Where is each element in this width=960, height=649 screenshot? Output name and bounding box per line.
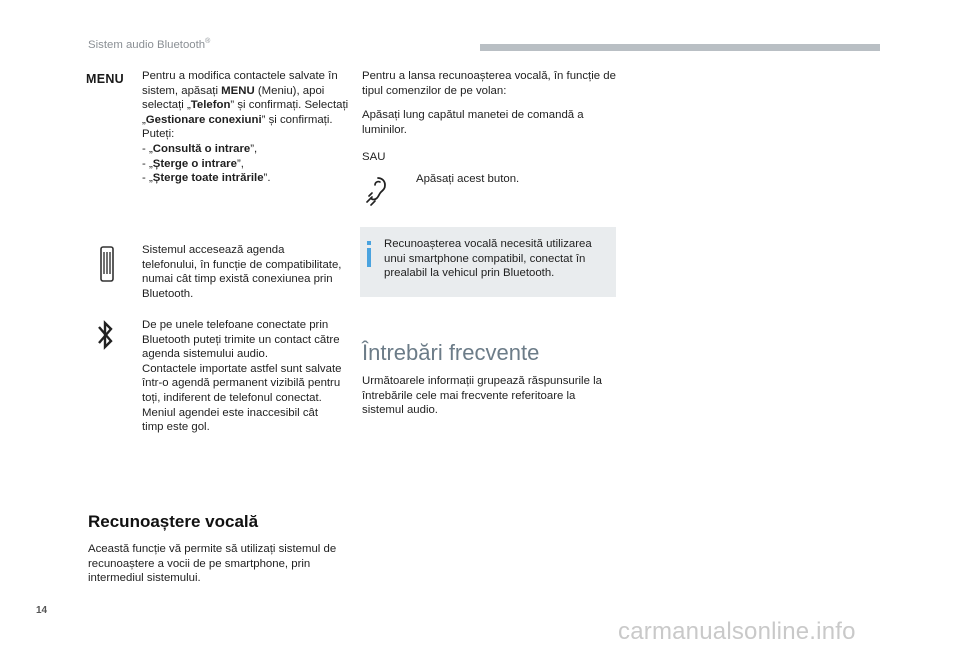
info-icon <box>366 241 372 267</box>
launch-voice-text: Pentru a lansa recunoașterea vocală, în funcție de tipul comenzilor de pe volan: <box>362 70 616 97</box>
voice-command-button-icon <box>366 174 396 206</box>
faq-intro: Următoarele informații grupează răspunsurile la întrebările cele mai frecvente referitoare la sistemul audio. <box>362 375 602 417</box>
or-separator: SAU <box>362 151 386 163</box>
menu-button-label: MENU <box>86 72 125 86</box>
option-item: - „Consultă o intrare”, <box>142 142 258 155</box>
bluetooth-contacts-note: De pe unele telefoane conectate prin Bluetooth puteți trimite un contact către agenda sistemului audio. Contactele importate astfel sunt salvate într-o agendă permanent vizibilă pentru toți, indiferent de telefonul conectat. Meniul agendei este inaccesibil cât timp este gol. <box>142 319 342 434</box>
page-header-title: Sistem audio Bluetooth® <box>88 38 211 51</box>
registered-mark: ® <box>205 38 211 45</box>
info-callout-text: Recunoașterea vocală necesită utilizarea unui smartphone compatibil, conectat în prealabil la vehicul prin Bluetooth. <box>384 238 592 280</box>
phonebook-note: Sistemul accesează agenda telefonului, în funcție de compatibilitate, numai cât timp există conexiunea prin Bluetooth. <box>142 244 342 300</box>
option-item: - „Șterge toate intrările”. <box>142 172 271 185</box>
bluetooth-icon <box>96 318 116 352</box>
long-press-text: Apăsați lung capătul manetei de comandă a luminilor. <box>362 109 584 136</box>
header-bar <box>480 44 880 51</box>
voice-recognition-intro: Această funcție vă permite să utilizați sistemul de recunoaștere a vocii de pe smartphone, prin intermediul sistemului. <box>88 543 337 585</box>
page-number: 14 <box>36 605 48 616</box>
menu-instructions: Pentru a modifica contactele salvate în sistem, apăsați MENU (Meniu), apoi selectați „Telefon” și confirmați. Selectați „Gestionare conexiuni” și confirmați. Puteți: - „Consultă o intrare”, - „Șterge o intrare”, - „Șterge toate intrările”. <box>142 69 352 186</box>
watermark: carmanualsonline.info <box>618 618 856 645</box>
phone-icon <box>100 246 114 282</box>
voice-recognition-heading: Recunoaștere vocală <box>88 512 259 531</box>
info-callout <box>360 227 616 297</box>
option-item: - „Șterge o intrare”, <box>142 157 244 170</box>
press-button-text: Apăsați acest buton. <box>416 173 520 185</box>
options-intro: Puteți: <box>142 128 175 141</box>
faq-heading: Întrebări frecvente <box>362 340 540 365</box>
